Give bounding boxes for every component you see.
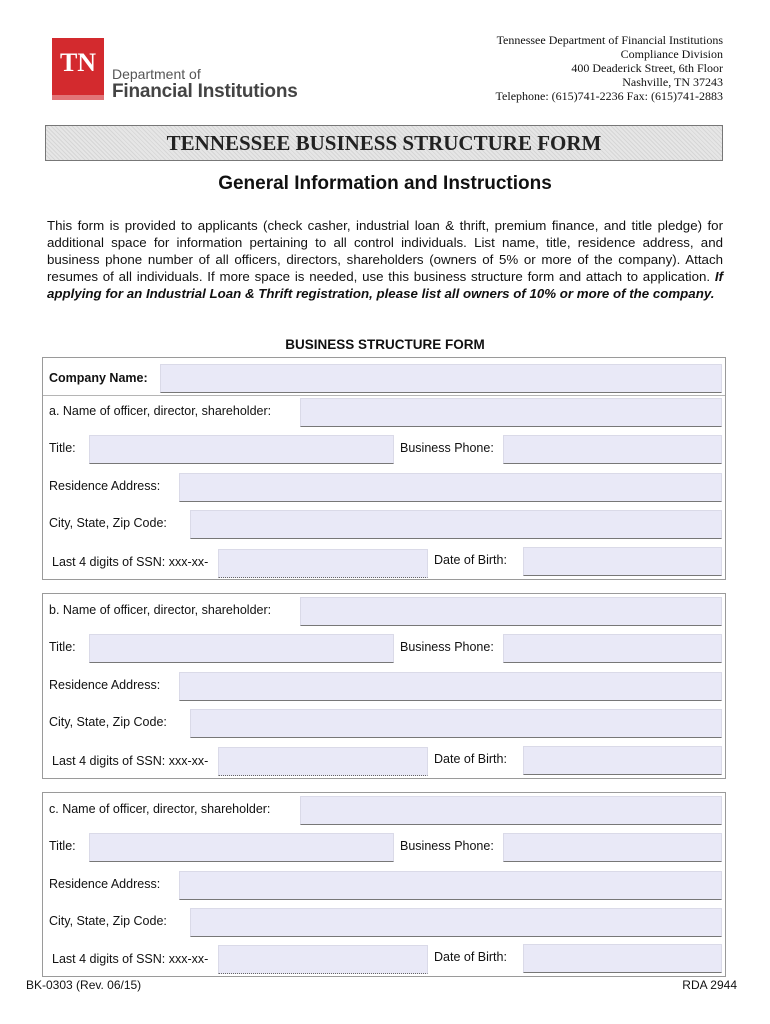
- instructions-heading: General Information and Instructions: [218, 173, 552, 194]
- form-number: BK-0303 (Rev. 06/15): [26, 978, 142, 992]
- ssn-label: Last 4 digits of SSN: xxx-xx-: [52, 952, 209, 966]
- agency-address: Tennessee Department of Financial Institutions Compliance Division 400 Deaderick Street, 6th Floor Nashville, TN 37243 Telephone: (615)741-2236 Fax: (615)741-2883: [495, 33, 723, 103]
- logo-department-text: Department of: [112, 66, 201, 82]
- officer-section-c: [42, 792, 726, 977]
- name-label: b. Name of officer, director, shareholder:: [49, 603, 272, 617]
- name-field[interactable]: [300, 597, 722, 626]
- title-label: Title:: [49, 441, 76, 455]
- logo-agency-text: Financial Institutions: [112, 81, 298, 102]
- business-phone-label: Business Phone:: [400, 441, 494, 455]
- title-field[interactable]: [89, 634, 394, 663]
- name-label: c. Name of officer, director, shareholder:: [49, 802, 271, 816]
- residence-address-field[interactable]: [179, 871, 722, 900]
- date-of-birth-label: Date of Birth:: [434, 553, 507, 567]
- officer-section-b: [42, 593, 726, 779]
- name-field[interactable]: [300, 796, 722, 825]
- ssn-field[interactable]: [218, 747, 428, 776]
- ssn-field[interactable]: [218, 945, 428, 974]
- title-field[interactable]: [89, 435, 394, 464]
- city-state-zip-field[interactable]: [190, 510, 722, 539]
- business-phone-label: Business Phone:: [400, 640, 494, 654]
- title-label: Title:: [49, 640, 76, 654]
- officer-section-a: [42, 357, 726, 580]
- date-of-birth-field[interactable]: [523, 944, 722, 973]
- dfi-logo: [52, 38, 317, 102]
- ssn-label: Last 4 digits of SSN: xxx-xx-: [52, 555, 209, 569]
- residence-address-label: Residence Address:: [49, 877, 161, 891]
- date-of-birth-label: Date of Birth:: [434, 950, 507, 964]
- residence-address-field[interactable]: [179, 672, 722, 701]
- date-of-birth-field[interactable]: [523, 547, 722, 576]
- instructions-text: This form is provided to applicants (check casher, industrial loan & thrift, premium finance, and title pledge) for additional space for information pertaining to all control individuals. List name, title, residence address, and business phone number of all officers, directors, shareholders (owners of 5% or more of the company). Attach resumes of all individuals. If more space is needed, use this business structure form and attach to application. If applying for an Industrial Loan & Thrift registration, please list all owners of 10% or more of the company.: [47, 218, 723, 301]
- residence-address-label: Residence Address:: [49, 678, 161, 692]
- business-structure-heading: BUSINESS STRUCTURE FORM: [285, 337, 485, 352]
- business-phone-field[interactable]: [503, 833, 722, 862]
- instructions-emphasis: If applying for an Industrial Loan & Thrift registration, please list all owners of 10% or more of the company.: [47, 269, 723, 301]
- city-state-zip-label: City, State, Zip Code:: [49, 715, 167, 729]
- residence-address-field[interactable]: [179, 473, 722, 502]
- company-name-label: Company Name:: [49, 371, 148, 385]
- rda-number: RDA 2944: [682, 978, 737, 992]
- name-label: a. Name of officer, director, shareholder:: [49, 404, 272, 418]
- company-name-field[interactable]: [160, 364, 722, 393]
- residence-address-label: Residence Address:: [49, 479, 161, 493]
- form-title: TENNESSEE BUSINESS STRUCTURE FORM: [166, 131, 602, 155]
- city-state-zip-field[interactable]: [190, 908, 722, 937]
- name-field[interactable]: [300, 398, 722, 427]
- title-field[interactable]: [89, 833, 394, 862]
- title-label: Title:: [49, 839, 76, 853]
- ssn-label: Last 4 digits of SSN: xxx-xx-: [52, 754, 209, 768]
- form-title-banner: [45, 125, 723, 161]
- business-phone-field[interactable]: [503, 634, 722, 663]
- city-state-zip-field[interactable]: [190, 709, 722, 738]
- tn-logo-mark: TN: [52, 38, 104, 100]
- city-state-zip-label: City, State, Zip Code:: [49, 914, 167, 928]
- date-of-birth-field[interactable]: [523, 746, 722, 775]
- city-state-zip-label: City, State, Zip Code:: [49, 516, 167, 530]
- business-phone-field[interactable]: [503, 435, 722, 464]
- business-phone-label: Business Phone:: [400, 839, 494, 853]
- date-of-birth-label: Date of Birth:: [434, 752, 507, 766]
- ssn-field[interactable]: [218, 549, 428, 578]
